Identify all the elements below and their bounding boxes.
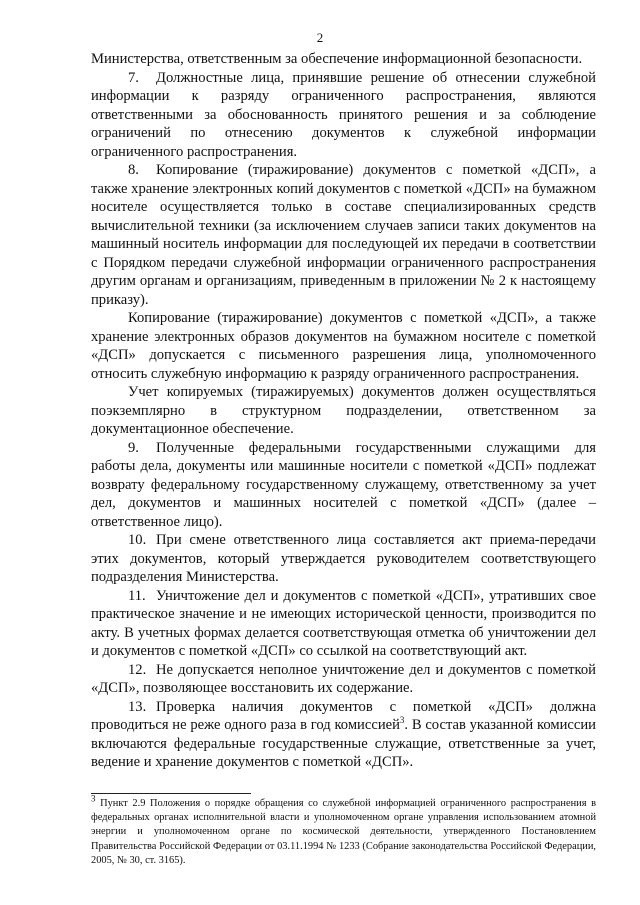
paragraph-text: Проверка наличия документов с пометкой «ДСП» должна проводиться не реже одного раза в год комиссией [91,698,596,733]
paragraph-8-copying: Копирование (тиражирование) документов с пометкой «ДСП», а также хранение электронных образов документов на бумажном носителе с пометкой «ДСП» допускается с письменного разрешения лица, уполномоченного относить служебную информацию к разряду ограниченного распространения. [91,310,596,382]
footnote-reference[interactable]: 3 [399,715,405,726]
paragraph-12 [91,661,596,698]
footnote-text: Пункт 2.9 Положения о порядке обращения со служебной информацией ограниченного распространения в федеральных органах исполнительной власти и уполномоченном органе управления использованием атомной энергии и уполномоченном органе по космической деятельности, утвержденного Постановлением Правительства Российской Федерации от 03.11.1994 № 1233 (Собрание законодательства Российской Федерации, 2005, № 30, ст. 3165). [91,798,596,866]
paragraph-number: 12. [128,661,147,678]
paragraph-text: Не допускается неполное уничтожение дел и документов с пометкой «ДСП», позволяющее восстановить их содержание. [91,661,596,696]
paragraph-text-continued: . В состав указанной комиссии включаются федеральные государственные служащие, ответственные за учет, ведение и хранение документов с пометкой «ДСП». [91,717,596,770]
footnote [91,793,596,868]
paragraph-text: Полученные федеральными государственными служащими для работы дела, документы или машинные носители с пометкой «ДСП» подлежат возврату федеральному государственному служащему, ответственному за учет дел, документов и машинных носителей с пометкой «ДСП» (далее – ответственное лицо). [91,439,596,530]
paragraph-7 [91,69,596,162]
page-number: 2 [316,30,324,45]
paragraph-continuation: Министерства, ответственным за обеспечение информационной безопасности. [91,51,583,67]
paragraph-number: 10. [128,532,147,548]
paragraph-text: Копирование (тиражирование) документов с пометкой «ДСП», а также хранение электронных копий документов с пометкой «ДСП» на бумажном носителе осуществляется только в составе специализированных средств вычислительной техники (за исключением случаев записи таких документов на машинный носитель информации для последующей их передачи в соответствии с Порядком передачи служебной информации ограниченного распространения другим органам и организациям, приведенным в приложении № 2 к настоящему приказу). [91,162,596,308]
paragraph-number: 8. [128,162,139,178]
footnote-divider [91,793,251,794]
paragraph-text: Уничтожение дел и документов с пометкой «ДСП», утративших свое практическое значение и не имеющих исторической ценности, производится по акту. В учетных формах делается соответствующая отметка об уничтожении дел и документов с пометкой «ДСП» со ссылкой на соответствующий акт. [91,587,596,659]
paragraph-11 [91,587,596,661]
paragraph-10 [91,531,596,587]
paragraph-9 [91,439,596,532]
paragraph-number: 9. [128,439,139,456]
document-body [91,50,596,772]
paragraph-text: Должностные лица, принявшие решение об отнесении служебной информации к разряду ограниченного распространения, являются ответственными за обоснованность принятого решения и за соблюдение ограничений по отнесению документов к служебной информации ограниченного распространения. [91,69,596,160]
paragraph-13 [91,698,596,772]
paragraph-number: 7. [128,69,139,86]
paragraph-8 [91,161,596,309]
paragraph-number: 11. [128,587,146,604]
footnote-mark: 3 [91,793,96,804]
paragraph-text: При смене ответственного лица составляется акт приема-передачи этих документов, который утверждается руководителем соответствующего подразделения Министерства. [91,532,596,585]
paragraph-number: 13. [128,698,147,715]
paragraph-8-accounting: Учет копируемых (тиражируемых) документов должен осуществляться поэкземплярно в структурном подразделении, ответственном за документационное обеспечение. [91,384,596,437]
